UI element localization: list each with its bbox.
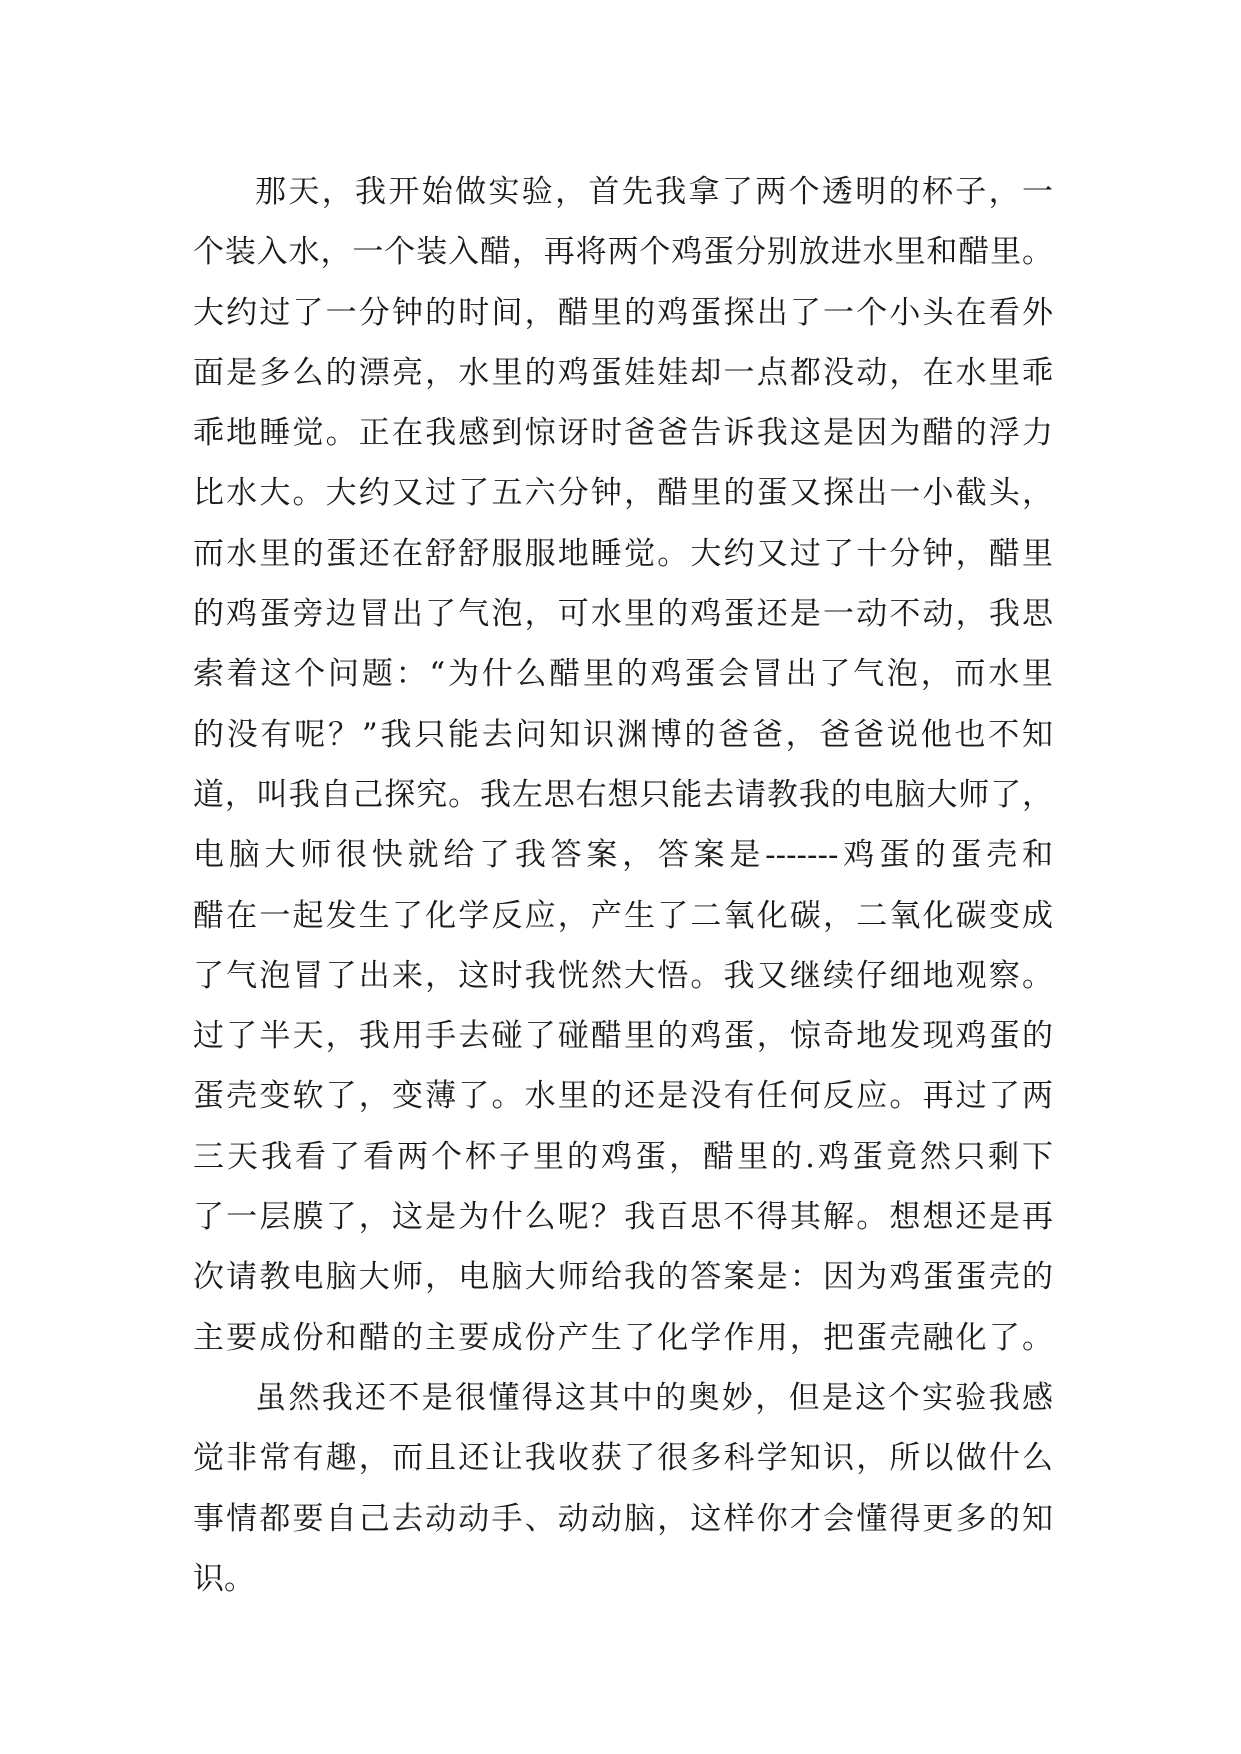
paragraph-line: 醋在一起发生了化学反应，产生了二氧化碳，二氧化碳变成 [193, 897, 1053, 934]
paragraph-line: 识。 [193, 1560, 255, 1597]
paragraph-line: 过了半天，我用手去碰了碰醋里的鸡蛋，惊奇地发现鸡蛋的 [193, 1018, 1053, 1055]
paragraph-line: 的没有呢？”我只能去问知识渊博的爸爸，爸爸说他也不知 [193, 716, 1053, 753]
document-body [193, 162, 1053, 1609]
paragraph-line: 了气泡冒了出来，这时我恍然大悟。我又继续仔细地观察。 [193, 957, 1053, 994]
paragraph-line: 道，叫我自己探究。我左思右想只能去请教我的电脑大师了， [193, 776, 1053, 813]
paragraph-2 [193, 1368, 1053, 1609]
paragraph-line: 主要成份和醋的主要成份产生了化学作用，把蛋壳融化了。 [193, 1319, 1053, 1356]
paragraph-line: 个装入水，一个装入醋，再将两个鸡蛋分别放进水里和醋里。 [193, 234, 1053, 271]
paragraph-line: 了一层膜了，这是为什么呢？我百思不得其解。想想还是再 [193, 1199, 1053, 1236]
paragraph-line: 的鸡蛋旁边冒出了气泡，可水里的鸡蛋还是一动不动，我思 [193, 596, 1053, 633]
paragraph-line: 次请教电脑大师，电脑大师给我的答案是：因为鸡蛋蛋壳的 [193, 1259, 1053, 1296]
paragraph-line: 面是多么的漂亮，水里的鸡蛋娃娃却一点都没动，在水里乖 [193, 354, 1053, 391]
paragraph-line: 比水大。大约又过了五六分钟，醋里的蛋又探出一小截头， [193, 475, 1053, 512]
paragraph-line: 而水里的蛋还在舒舒服服地睡觉。大约又过了十分钟，醋里 [193, 535, 1053, 572]
paragraph-1 [193, 162, 1053, 1368]
paragraph-line: 大约过了一分钟的时间，醋里的鸡蛋探出了一个小头在看外 [193, 294, 1053, 331]
paragraph-line: 那天，我开始做实验，首先我拿了两个透明的杯子，一 [255, 174, 1053, 210]
paragraph-line: 觉非常有趣，而且还让我收获了很多科学知识，所以做什么 [193, 1440, 1053, 1477]
paragraph-line: 三天我看了看两个杯子里的鸡蛋，醋里的.鸡蛋竟然只剩下 [193, 1138, 1053, 1175]
paragraph-line: 索着这个问题：“为什么醋里的鸡蛋会冒出了气泡，而水里 [193, 656, 1053, 693]
paragraph-line: 电脑大师很快就给了我答案，答案是-------鸡蛋的蛋壳和 [193, 837, 1053, 874]
paragraph-line: 乖地睡觉。正在我感到惊讶时爸爸告诉我这是因为醋的浮力 [193, 415, 1053, 452]
paragraph-line: 事情都要自己去动动手、动动脑，这样你才会懂得更多的知 [193, 1500, 1053, 1537]
paragraph-line: 蛋壳变软了，变薄了。水里的还是没有任何反应。再过了两 [193, 1078, 1053, 1115]
paragraph-line: 虽然我还不是很懂得这其中的奥妙，但是这个实验我感 [255, 1379, 1053, 1416]
